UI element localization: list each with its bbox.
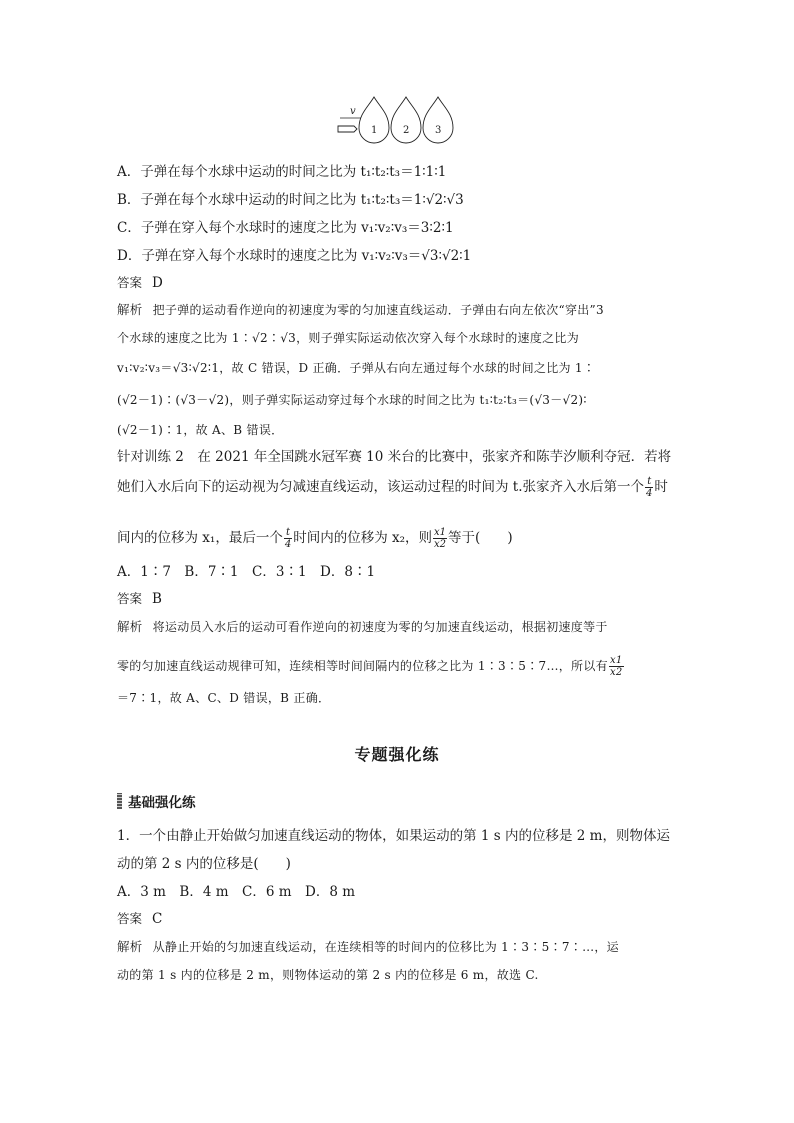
answer-label: 答案 <box>117 911 143 926</box>
velocity-label: v <box>350 106 356 117</box>
question-1-line-1: 1．一个由静止开始做匀加速直线运动的物体，如果运动的第 1 s 内的位移是 2 m，则物体运 <box>117 828 670 844</box>
answer-value: C <box>152 911 163 927</box>
analysis-text: 把子弹的运动看作逆向的初速度为零的匀加速直线运动．子弹由右向左依次“穿出”3 <box>152 303 604 317</box>
answer-value: B <box>152 591 162 607</box>
section-title: 专题强化练 <box>354 745 440 764</box>
answer-label: 答案 <box>117 591 143 606</box>
ball-label-1: 1 <box>371 125 378 136</box>
bullet-shape <box>338 126 357 132</box>
fraction-t-over-4 <box>645 476 653 499</box>
fraction-denominator: 4 <box>284 539 292 550</box>
training2-text-e: 等于( ) <box>448 530 513 546</box>
fraction-x1-over-x2 <box>609 655 624 678</box>
training2-text-b: 时 <box>654 479 668 495</box>
question-1-line-2: 动的第 2 s 内的位移是( ) <box>117 856 291 872</box>
option-d: D．子弹在穿入每个水球时的速度之比为 v₁∶v₂∶v₃＝√3∶√2∶1 <box>117 248 472 264</box>
option-b: B．子弹在每个水球中运动的时间之比为 t₁∶t₂∶t₃＝1∶√2∶√3 <box>117 192 464 208</box>
analysis-q1-line-1 <box>117 300 604 320</box>
training2-text-d: 时间内的位移为 x₂，则 <box>293 530 433 546</box>
training2-text-a: 她们入水后向下的运动视为匀减速直线运动，该运动过程的时间为 t.张家齐入水后第一个 <box>117 479 645 495</box>
water-ball-3 <box>423 97 453 143</box>
analysis-1-line-2: 动的第 1 s 内的位移是 2 m，则物体运动的第 2 s 内的位移是 6 m，故选 C. <box>117 968 539 982</box>
option-a: A．子弹在每个水球中运动的时间之比为 t₁∶t₂∶t₃＝1∶1∶1 <box>117 164 447 180</box>
analysis-1-line-1 <box>117 937 619 957</box>
training2-line-3 <box>117 527 513 550</box>
training2-line-1: 针对训练 2 在 2021 年全国跳水冠军赛 10 米台的比赛中，张家齐和陈芋汐顺利夺冠．若将 <box>117 449 672 465</box>
option-c: C．子弹在穿入每个水球时的速度之比为 v₁∶v₂∶v₃＝3∶2∶1 <box>117 220 454 236</box>
training2-line-2 <box>117 476 668 499</box>
analysis-t2-line-2 <box>117 655 625 678</box>
water-balls-diagram <box>330 92 470 154</box>
ball-label-2: 2 <box>403 125 410 136</box>
fraction-numerator: t <box>284 527 292 539</box>
fraction-numerator: x1 <box>609 655 623 666</box>
fraction-denominator: x2 <box>434 539 447 550</box>
fraction-t-over-4-second <box>284 527 292 550</box>
analysis-label: 解析 <box>117 619 143 634</box>
training2-text-c: 间内的位移为 x₁，最后一个 <box>117 530 283 546</box>
analysis-text: 从静止开始的匀加速直线运动，在连续相等的时间内的位移比为 1∶3∶5∶7∶…，运 <box>152 940 619 954</box>
ball-label-3: 3 <box>435 125 442 136</box>
fraction-numerator: t <box>645 476 653 488</box>
analysis-text: 零的匀加速直线运动规律可知，连续相等时间间隔内的位移之比为 1∶3∶5∶7…，所以有 <box>117 659 608 673</box>
analysis-label: 解析 <box>117 939 143 954</box>
analysis-q1-line-5: (√2－1)∶1，故 A、B 错误． <box>117 423 284 437</box>
subsection-title: 基础强化练 <box>128 795 196 811</box>
fraction-denominator: 4 <box>646 488 653 499</box>
analysis-text: 将运动员入水后的运动可看作逆向的初速度为零的匀加速直线运动，根据初速度等于 <box>152 620 608 634</box>
question-1-options: A．3 m B．4 m C．6 m D．8 m <box>117 884 356 900</box>
water-ball-1 <box>359 97 389 143</box>
analysis-label: 解析 <box>117 302 143 317</box>
analysis-q1-line-2: 个水球的速度之比为 1∶√2∶√3，则子弹实际运动依次穿入每个水球时的速度之比为 <box>117 331 580 345</box>
answer-label: 答案 <box>117 275 143 290</box>
answer-t2 <box>117 589 162 609</box>
training2-options: A．1∶7 B．7∶1 C．3∶1 D．8∶1 <box>117 564 376 580</box>
answer-q1 <box>117 273 163 293</box>
analysis-q1-line-4: (√2－1)∶(√3－√2)，则子弹实际运动穿过每个水球的时间之比为 t₁∶t₂∶t₃＝(√3－√2)∶ <box>117 393 587 407</box>
subsection-heading <box>117 791 196 811</box>
fraction-x1-over-x2 <box>433 527 447 550</box>
analysis-q1-line-3: v₁∶v₂∶v₃＝√3∶√2∶1，故 C 错误，D 正确．子弹从右向左通过每个水球的时间之比为 1∶ <box>117 361 596 375</box>
water-ball-2 <box>391 97 421 143</box>
answer-value: D <box>152 275 163 291</box>
fraction-denominator: x2 <box>609 667 623 678</box>
heading-bar-icon <box>117 793 122 809</box>
fraction-numerator: x1 <box>434 527 447 538</box>
answer-1 <box>117 909 162 929</box>
analysis-t2-line-1 <box>117 617 608 637</box>
analysis-t2-line-3: ＝7∶1，故 A、C、D 错误，B 正确． <box>117 691 331 705</box>
